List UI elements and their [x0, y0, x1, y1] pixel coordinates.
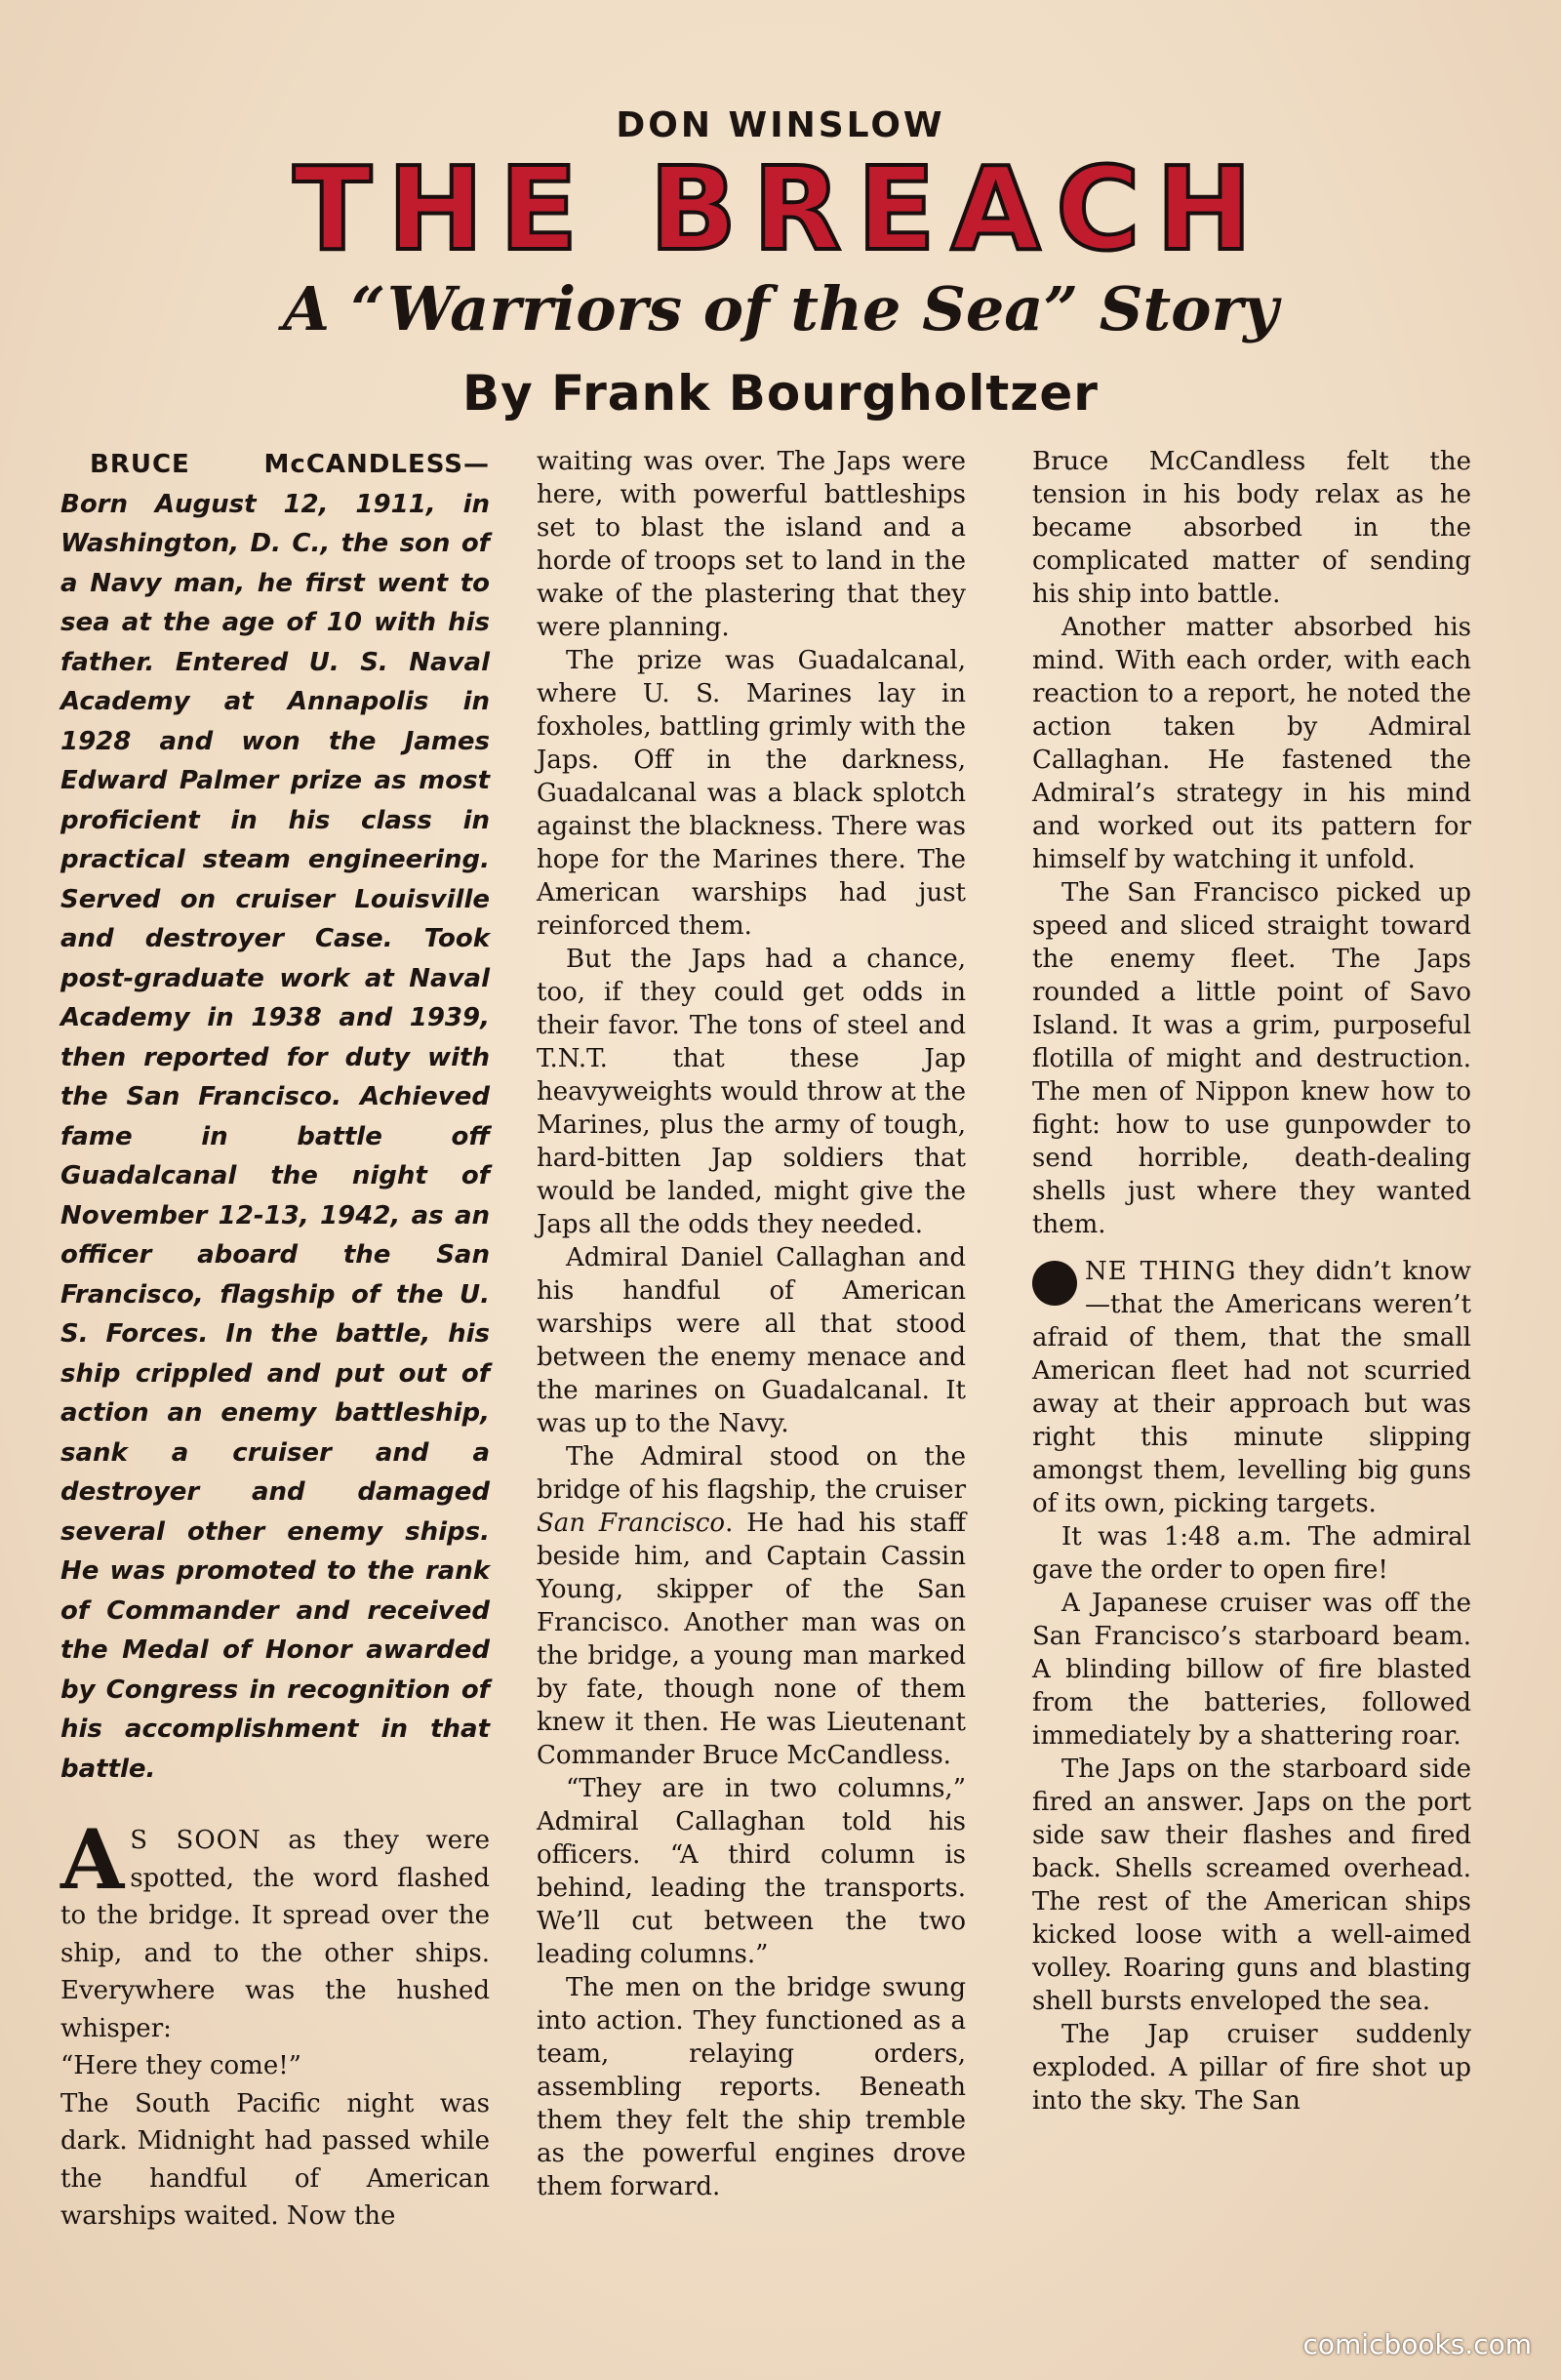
- series-title: DON WINSLOW: [616, 105, 945, 145]
- story-paragraph: “Here they come!”: [60, 2051, 301, 2080]
- text-column-2: [537, 445, 966, 2203]
- story-paragraph: Admiral Daniel Callaghan and his handful of American warships were all that stood between the enemy menace and the marines on Guadalcanal. It was up to the Navy.: [537, 1243, 966, 1438]
- opening-text: as they were spotted, the word flashed to the bridge. It spread over the ship, and to the other ships. Everywhere was the hushed whisper:: [60, 1826, 490, 2043]
- text-column-1: [60, 445, 490, 2236]
- story-paragraph: The men on the bridge swung into action. They functioned as a team, relaying orders, assembling reports. Beneath them they felt the ship tremble as the powerful engines drove them forward.: [537, 1973, 966, 2201]
- story-paragraph: waiting was over. The Japs were here, with powerful battleships set to blast the island and a horde of troops set to land in the wake of the plastering that they were planning.: [537, 447, 966, 642]
- story-paragraph: “They are in two columns,” Admiral Callaghan told his officers. “A third column is behind, leading the transports. We’ll cut between the two leading columns.”: [537, 1774, 966, 1969]
- story-paragraph: [537, 1440, 966, 1772]
- story-paragraph: The San Francisco picked up speed and sliced straight toward the enemy fleet. The Japs rounded a little point of Savo Island. It was a grim, purposeful flotilla of might and destruction. The men of Nippon knew how to fight: how to use gunpowder to send horrible, death-dealing shells just where they wanted them.: [1032, 878, 1471, 1239]
- bio-paragraph: [60, 445, 490, 1789]
- text-span: The Admiral stood on the bridge of his flagship, the cruiser: [537, 1442, 966, 1505]
- story-paragraph: It was 1:48 a.m. The admiral gave the order to open fire!: [1032, 1522, 1471, 1585]
- opening-caps: S SOON: [130, 1826, 261, 1855]
- drop-cap-a: A: [60, 1811, 125, 1908]
- site-watermark: comicbooks.com: [1302, 2328, 1532, 2360]
- text-span: . He had his staff beside him, and Captain Cassin Young, skipper of the San Francisco. Another man was on the bridge, a young man marked by fate, though none of them knew it then. He was Lieutenant Commander Bruce McCandless.: [537, 1509, 966, 1770]
- story-paragraph: Another matter absorbed his mind. With each order, with each reaction to a report, he noted the action taken by Admiral Callaghan. He fastened the Admiral’s strategy in his mind and worked out its pattern for himself by watching it unfold.: [1032, 613, 1471, 874]
- text-column-3: [1032, 445, 1471, 2118]
- story-paragraph: [60, 1811, 490, 2047]
- story-paragraph: Bruce McCandless felt the tension in his body relax as he became absorbed in the complicated matter of sending his ship into battle.: [1032, 447, 1471, 609]
- section-text: they didn’t know—that the Americans weren’t afraid of them, that the small American fleet had not scurried away at their approach but was right this minute slipping amongst them, levelling big guns of its own, picking targets.: [1032, 1257, 1471, 1518]
- story-paragraph: A Japanese cruiser was off the San Francisco’s starboard beam. A blinding billow of fire blasted from the batteries, followed immediately by a shattering roar.: [1032, 1589, 1471, 1751]
- section-caps: NE THING: [1085, 1257, 1237, 1286]
- bio-lead: BRUCE McCANDLESS—: [90, 450, 490, 479]
- story-title: THE BREACH: [293, 141, 1268, 276]
- story-paragraph: The South Pacific night was dark. Midnight had passed while the handful of American warships waited. Now the: [60, 2088, 490, 2231]
- story-paragraph: The Japs on the starboard side fired an answer. Japs on the port side saw their flashes and fired back. Shells screamed overhead. The rest of the American ships kicked loose with a well-aimed volley. Roaring guns and blasting shell bursts enveloped the sea.: [1032, 1755, 1471, 2016]
- story-paragraph: The Jap cruiser suddenly exploded. A pillar of fire shot up into the sky. The San: [1032, 2020, 1471, 2116]
- story-paragraph: [1032, 1255, 1471, 1520]
- story-subtitle: A “Warriors of the Sea” Story: [282, 273, 1279, 344]
- bio-text: Born August 12, 1911, in Washington, D. C., the son of a Navy man, he first went to sea at the age of 10 with his father. Entered U. S. Naval Academy at Annapolis in 1928 and won the James Edward Palmer prize as most proficient in his class in practical steam engineering. Served on cruiser Louisville and destroyer Case. Took post-graduate work at Naval Academy in 1938 and 1939, then reported for duty with the San Francisco. Achieved fame in battle off Guadalcanal the night of November 12-13, 1942, as an officer aboard the San Francisco, flagship of the U. S. Forces. In the battle, his ship crippled and put out of action an enemy battleship, sank a cruiser and a destroyer and damaged several other enemy ships. He was promoted to the rank of Commander and received the Medal of Honor awarded by Congress in recognition of his accomplishment in that battle.: [60, 489, 490, 1784]
- story-opening: [60, 1811, 490, 2236]
- ship-name: San Francisco: [537, 1509, 726, 1538]
- author-byline: By Frank Bourgholtzer: [462, 365, 1099, 422]
- drop-cap-o: O: [1032, 1261, 1077, 1306]
- story-paragraph: But the Japs had a chance, too, if they could get odds in their favor. The tons of steel and T.N.T. that these Jap heavyweights would throw at the Marines, plus the army of tough, hard-bitten Jap soldiers that would be landed, might give the Japs all the odds they needed.: [537, 945, 966, 1239]
- story-paragraph: The prize was Guadalcanal, where U. S. Marines lay in foxholes, battling grimly with the Japs. Off in the darkness, Guadalcanal was a black splotch against the blackness. There was hope for the Marines there. The American warships had just reinforced them.: [537, 646, 966, 941]
